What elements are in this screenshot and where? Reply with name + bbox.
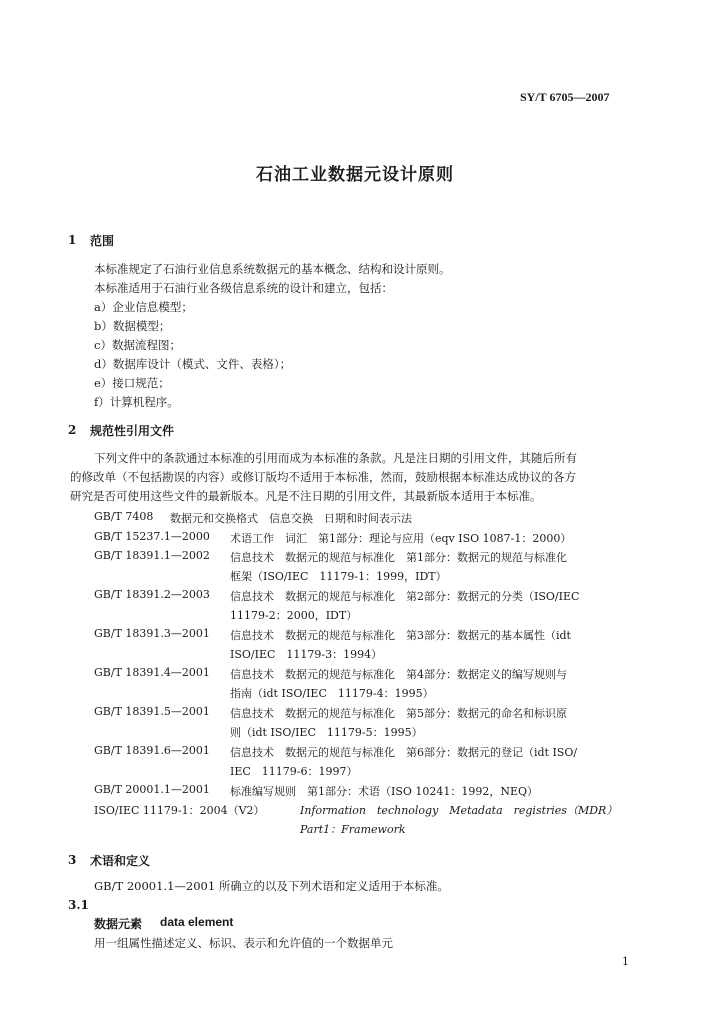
section-3-paragraph: GB/T 20001.1—2001 所确立的以及下列术语和定义适用于本标准。 xyxy=(94,879,449,893)
section-3-number: 3 xyxy=(68,853,77,867)
reference-title: Information technology Metadata registries（MDR） xyxy=(300,804,618,817)
section-1-paragraph: 本标准适用于石油行业各级信息系统的设计和建立，包括： xyxy=(94,281,393,295)
reference-title: 信息技术 数据元的规范与标准化 第3部分：数据元的基本属性（idt xyxy=(230,629,571,642)
subsection-number: 3.1 xyxy=(68,898,89,912)
section-2-intro-line: 下列文件中的条款通过本标准的引用而成为本标准的条款。凡是注日期的引用文件，其随后所有 xyxy=(94,451,577,465)
reference-code: GB/T 18391.6—2001 xyxy=(94,744,210,757)
reference-title-continued: 指南（idt ISO/IEC 11179-4：1995） xyxy=(230,687,434,700)
term-english: data element xyxy=(160,915,234,929)
reference-title: 信息技术 数据元的规范与标准化 第5部分：数据元的命名和标识原 xyxy=(230,707,567,720)
reference-title: 信息技术 数据元的规范与标准化 第1部分：数据元的规范与标准化 xyxy=(230,551,567,564)
reference-code: GB/T 18391.5—2001 xyxy=(94,705,210,718)
reference-title: 信息技术 数据元的规范与标准化 第2部分：数据元的分类（ISO/IEC xyxy=(230,590,580,603)
section-2-intro-line: 的修改单（不包括勘误的内容）或修订版均不适用于本标准，然而，鼓励根据本标准达成协议的各方 xyxy=(70,470,576,484)
reference-title-continued: IEC 11179-6：1997） xyxy=(230,765,358,778)
reference-title: 信息技术 数据元的规范与标准化 第6部分：数据元的登记（idt ISO/ xyxy=(230,746,578,759)
section-1-number: 1 xyxy=(68,233,77,247)
list-item: f）计算机程序。 xyxy=(94,395,179,409)
reference-title: 数据元和交换格式 信息交换 日期和时间表示法 xyxy=(170,512,412,525)
reference-code: GB/T 18391.4—2001 xyxy=(94,666,210,679)
reference-title: 术语工作 词汇 第1部分：理论与应用（eqv ISO 1087-1：2000） xyxy=(230,532,572,545)
reference-title-continued: 则（idt ISO/IEC 11179-5：1995） xyxy=(230,726,423,739)
reference-title-continued: 11179-2：2000，IDT） xyxy=(230,609,358,622)
reference-title-continued: Part1：Framework xyxy=(300,823,406,836)
list-item: b）数据模型； xyxy=(94,319,171,333)
list-item: a）企业信息模型； xyxy=(94,300,193,314)
section-2-number: 2 xyxy=(68,423,77,437)
section-3-title: 术语和定义 xyxy=(90,854,151,868)
section-1-title: 范围 xyxy=(90,234,115,248)
reference-title: 信息技术 数据元的规范与标准化 第4部分：数据定义的编写规则与 xyxy=(230,668,567,681)
reference-title-continued: 框架（ISO/IEC 11179-1：1999，IDT） xyxy=(230,570,447,583)
reference-title: 标准编写规则 第1部分：术语（ISO 10241：1992，NEQ） xyxy=(230,785,539,798)
reference-code: GB/T 18391.2—2003 xyxy=(94,588,210,601)
document-title: 石油工业数据元设计原则 xyxy=(256,165,454,185)
reference-code: GB/T 7408 xyxy=(94,510,154,523)
section-1-paragraph: 本标准规定了石油行业信息系统数据元的基本概念、结构和设计原则。 xyxy=(94,262,451,276)
page-number: 1 xyxy=(622,955,629,968)
list-item: d）数据库设计（模式、文件、表格）； xyxy=(94,357,292,371)
reference-code: GB/T 18391.3—2001 xyxy=(94,627,210,640)
reference-code: GB/T 15237.1—2000 xyxy=(94,530,210,543)
term-chinese: 数据元素 xyxy=(94,917,143,931)
reference-code: GB/T 18391.1—2002 xyxy=(94,549,210,562)
list-item: e）接口规范； xyxy=(94,376,170,390)
standard-number: SY/T 6705—2007 xyxy=(520,90,610,104)
list-item: c）数据流程图； xyxy=(94,338,181,352)
term-definition: 用一组属性描述定义、标识、表示和允许值的一个数据单元 xyxy=(94,936,393,950)
reference-code: GB/T 20001.1—2001 xyxy=(94,783,210,796)
section-2-intro-line: 研究是否可使用这些文件的最新版本。凡是不注日期的引用文件，其最新版本适用于本标准。 xyxy=(70,489,542,503)
reference-code: ISO/IEC 11179-1：2004（V2） xyxy=(94,804,265,817)
reference-title-continued: ISO/IEC 11179-3：1994） xyxy=(230,648,383,661)
section-2-title: 规范性引用文件 xyxy=(90,424,175,438)
